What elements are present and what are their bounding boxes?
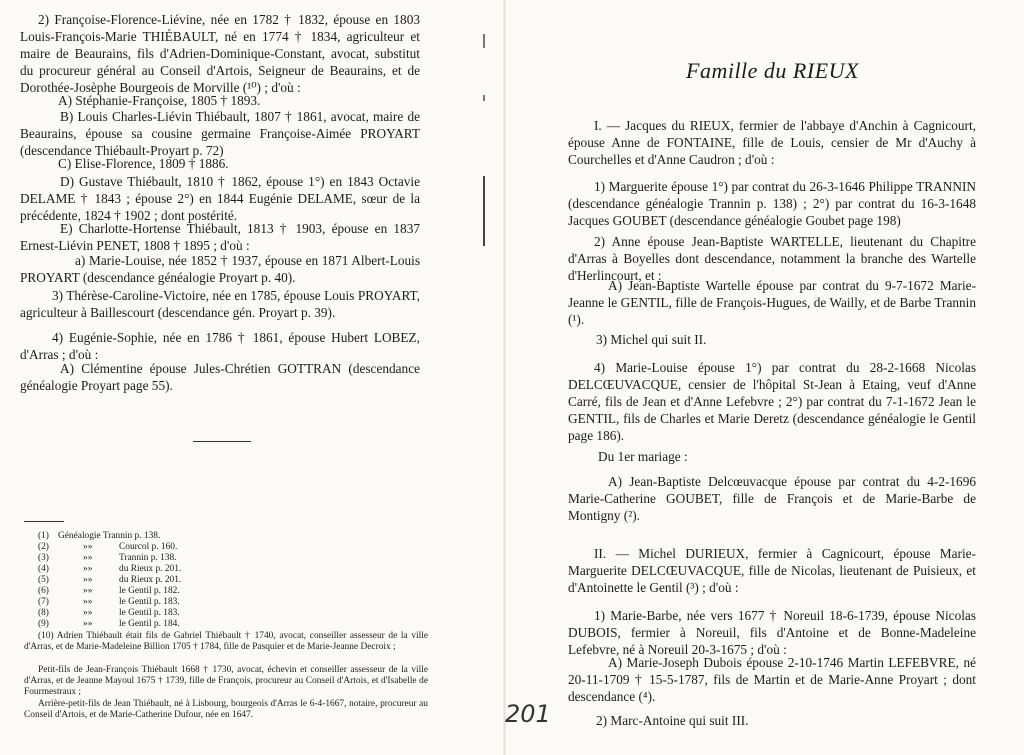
page-title: Famille du RIEUX <box>686 58 859 83</box>
paragraph-francoise: 2) Françoise-Florence-Liévine, née en 1782 † 1832, épouse en 1803 Louis-François-Marie THIÉBAULT, né en 1774 † 1834, agriculteur et maire de Beaurains, fils d'Adrien-Dominique-Constant, avocat, substitut du procureur général au Conseil d'Artois, Seigneur de Beaurains, et de Dorothée-Josèphe Bourgeois de Morville (¹⁰) ; d'où : <box>20 12 420 95</box>
paragraph-eugenie: 4) Eugénie-Sophie, née en 1786 † 1861, épouse Hubert LOBEZ, d'Arras ; d'où : <box>20 330 420 362</box>
book-spine <box>503 0 506 755</box>
paragraph-first-marriage: Du 1er mariage : <box>598 449 688 464</box>
paragraph-clementine: A) Clémentine épouse Jules-Chrétien GOTTRAN (descendance généalogie Proyart page 55). <box>20 361 420 393</box>
paragraph-marc-antoine: 2) Marc-Antoine qui suit III. <box>596 713 749 728</box>
paragraph-marie-joseph: A) Marie-Joseph Dubois épouse 2-10-1746 Martin LEFEBVRE, né 20-11-1709 † 15-5-1787, fils de Martin et de Marie-Anne Proyart ; dont descendance (⁴). <box>568 655 976 704</box>
paragraph-delcoeuvacque: A) Jean-Baptiste Delcœuvacque épouse par contrat du 4-2-1696 Marie-Catherine GOUBET, fille de François et de Marie-Barbe de Montigny (²). <box>568 474 976 523</box>
paragraph-michel-durieux: II. — Michel DURIEUX, fermier à Cagnicourt, épouse Marie-Marguerite DELCŒUVACQUE, fille de Nicolas, lieutenant de Puisieux, et d'Antoinette le Gentil (³) ; d'où : <box>568 546 976 595</box>
paragraph-stephanie: A) Stéphanie-Françoise, 1805 † 1893. <box>58 93 261 108</box>
footnote-10-a: (10) Adrien Thiébault était fils de Gabriel Thiébault † 1740, avocat, conseiller assesseur de la ville d'Arras, et de Marie-Madeleine Billion 1705 † 1784, fille de Pasquier et de Marie-Jeanne Decroix ; <box>24 631 428 653</box>
footnote-10-c: Arrière-petit-fils de Jean Thiébault, né à Lisbourg, bourgeois d'Arras le 6-4-1667, notaire, procureur au Conseil d'Artois, et de Marie-Catherine Dufour, née en 1647. <box>24 699 428 721</box>
paragraph-elise: C) Elise-Florence, 1809 † 1886. <box>58 156 229 171</box>
paragraph-marie-barbe: 1) Marie-Barbe, née vers 1677 † Noreuil 18-6-1739, épouse Nicolas DUBOIS, fermier à Noreuil, fils d'Antoine et de Bonne-Madeleine Lefebvre, né à Noreuil 20-3-1675 ; d'où : <box>568 608 976 657</box>
section-divider <box>193 441 251 442</box>
paragraph-jean-baptiste-wartelle: A) Jean-Baptiste Wartelle épouse par contrat du 9-7-1672 Marie-Jeanne le GENTIL, fille de François-Hugues, de Wailly, et de Barbe Trannin (¹). <box>568 278 976 327</box>
footnote-10-b: Petit-fils de Jean-François Thiébault 1668 † 1730, avocat, échevin et conseiller assesseur de la ville d'Arras, et de Jeanne Mayoul 1675 † 1739, fille de François, procureur au Conseil d'Artois, et d'Isabelle de Fourmestraux ; <box>24 665 428 698</box>
paragraph-michel: 3) Michel qui suit II. <box>596 332 707 347</box>
scan-artifact-dot <box>483 95 485 101</box>
paragraph-charlotte: E) Charlotte-Hortense Thiébault, 1813 † 1903, épouse en 1837 Ernest-Liévin PENET, 1808 † 1895 ; d'où : <box>20 221 420 253</box>
paragraph-anne: 2) Anne épouse Jean-Baptiste WARTELLE, lieutenant du Chapitre d'Arras à Boyelles dont descendance, notamment la branche des Wartelle d'Herlincourt, et : <box>568 234 976 283</box>
paragraph-marie-louise-rieux: 4) Marie-Louise épouse 1°) par contrat du 28-2-1668 Nicolas DELCŒUVACQUE, censier de l'hôpital St-Jean à Etaing, veuf d'Anne Carré, fils de Jean et d'Anne Lefebvre ; 2°) par contrat du 7-1-1672 Jean le GENTIL, fils de Charles et Marie Deretz (descendance généalogie le Gentil page 186). <box>568 360 976 443</box>
paragraph-marie-louise: a) Marie-Louise, née 1852 † 1937, épouse en 1871 Albert-Louis PROYART (descendance généalogie Proyart p. 40). <box>20 253 420 285</box>
paragraph-marguerite: 1) Marguerite épouse 1°) par contrat du 26-3-1646 Philippe TRANNIN (descendance généalogie Trannin p. 138) ; 2°) par contrat du 16-3-1648 Jacques GOUBET (descendance généalogie Goubet page 198) <box>568 179 976 228</box>
paragraph-therese: 3) Thérèse-Caroline-Victoire, née en 1785, épouse Louis PROYART, agriculteur à Baillescourt (descendance gén. Proyart p. 39). <box>20 288 420 320</box>
paragraph-gustave: D) Gustave Thiébault, 1810 † 1862, épouse 1°) en 1843 Octavie DELAME † 1843 ; épouse 2°) en 1844 Eugénie DELAME, sœur de la précédente, 1824 † 1902 ; dont postérité. <box>20 174 420 223</box>
page-number: 201 <box>505 700 551 728</box>
scan-artifact-dot <box>483 34 485 48</box>
paragraph-jacques: I. — Jacques du RIEUX, fermier de l'abbaye d'Anchin à Cagnicourt, épouse Anne de FONTAINE, fille de Louis, censier de Mr d'Auchy à Courchelles et d'Anne Caudron ; d'où : <box>568 118 976 167</box>
footnote-rule <box>24 521 64 522</box>
scan-artifact-line <box>483 176 485 246</box>
paragraph-louis-charles: B) Louis Charles-Liévin Thiébault, 1807 † 1861, avocat, maire de Beaurains, épouse sa cousine germaine Françoise-Aimée PROYART (descendance Thiébault-Proyart p. 72) <box>20 109 420 158</box>
